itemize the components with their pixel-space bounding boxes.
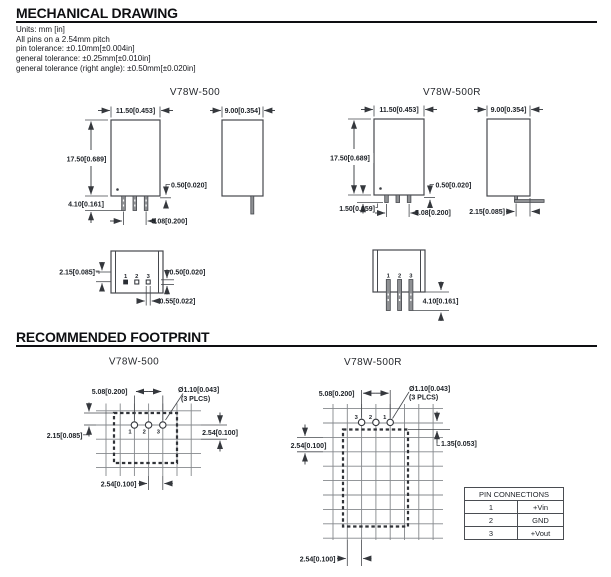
dim-pin-width: 0.55[0.022] xyxy=(159,298,196,306)
pin-cell: 3 xyxy=(465,527,518,540)
pin1-hole xyxy=(131,422,137,428)
note-line: pin tolerance: ±0.10mm[±0.004in] xyxy=(16,44,135,54)
v500r-bottom-view xyxy=(373,250,461,321)
pin-number: 2 xyxy=(397,273,402,280)
v500-bottom-view xyxy=(59,251,205,306)
pin-number: 3 xyxy=(146,273,150,280)
module-body xyxy=(487,119,530,196)
v500r-title: V78W-500R xyxy=(423,87,481,98)
pin-connections-table xyxy=(464,487,564,540)
dim-body-width: 11.50[0.453] xyxy=(379,107,419,114)
dim-pin-offset: 2.15[0.085] xyxy=(469,209,505,216)
dim-pin-offset: 2.15[0.085] xyxy=(59,269,95,277)
pin2-pad xyxy=(135,280,139,284)
pin-table-header: PIN CONNECTIONS xyxy=(465,488,564,501)
dim-pin-length: 1.50[0.059] xyxy=(339,206,375,213)
note-line: general tolerance: ±0.25mm[±0.010in] xyxy=(16,54,151,64)
footprint-v500 xyxy=(47,387,243,490)
fp-v500-title: V78W-500 xyxy=(108,356,160,368)
dim-pin-span: 5.08[0.200] xyxy=(318,390,355,398)
pin-number: 2 xyxy=(135,273,139,280)
hole-diameter-label: Ø1.10[0.043] xyxy=(409,385,451,393)
dim-pin-thickness: 0.50[0.020] xyxy=(169,269,206,277)
pin-number: 3 xyxy=(354,415,358,422)
pin-number: 1 xyxy=(128,429,132,436)
v500-front-view xyxy=(63,107,207,226)
pin1-hole xyxy=(387,419,393,425)
dim-col-pitch: 2.54[0.100] xyxy=(299,556,336,564)
dim-row-pitch: 2.54[0.100] xyxy=(290,442,327,450)
dim-body-depth: 9.00[0.354] xyxy=(224,108,261,115)
footprint-v500r xyxy=(286,386,477,566)
pin1-marker-dot xyxy=(116,188,119,191)
conn-cell: GND xyxy=(518,514,564,527)
dim-pin-span: 5.08[0.200] xyxy=(151,218,188,226)
pin-number: 2 xyxy=(142,429,146,436)
right-angle-pin xyxy=(515,200,545,203)
pin-number: 2 xyxy=(368,415,373,422)
dim-edge-offset: 1.35[0.053] xyxy=(441,441,477,448)
dim-pin-span: 5.08[0.200] xyxy=(415,210,451,217)
table-row xyxy=(465,501,564,514)
dim-body-depth: 9.00[0.354] xyxy=(490,107,527,114)
dim-body-height: 17.50[0.689] xyxy=(66,156,107,164)
v500r-front-view xyxy=(327,106,472,218)
fp-v500r-title: V78W-500R xyxy=(344,357,402,368)
pin1-pad xyxy=(123,280,128,285)
mechanical-drawing-heading: MECHANICAL DRAWING xyxy=(16,5,178,21)
pin3-hole xyxy=(160,422,166,428)
dim-pin-span: 5.08[0.200] xyxy=(91,389,128,396)
module-body xyxy=(111,120,160,196)
pin3-pad xyxy=(146,280,150,284)
pin2-hole xyxy=(373,419,379,425)
hole-diameter-label: Ø1.10[0.043] xyxy=(178,387,220,394)
dim-body-width: 11.50[0.453] xyxy=(115,108,156,115)
note-line: Units: mm [in] xyxy=(16,25,65,34)
table-row xyxy=(465,514,564,527)
pin1-marker-dot xyxy=(379,187,382,190)
dim-body-height: 17.50[0.689] xyxy=(330,155,370,163)
dim-pin-length: 4.10[0.161] xyxy=(422,298,459,306)
conn-cell: +Vin xyxy=(518,501,564,514)
note-line: All pins on a 2.54mm pitch xyxy=(16,34,110,44)
dim-edge-offset: 2.15[0.085] xyxy=(46,432,83,440)
table-row xyxy=(465,527,564,540)
hole-count-label: (3 PLCS) xyxy=(181,395,211,403)
pin-number: 1 xyxy=(383,415,387,422)
dim-pin-length: 4.10[0.161] xyxy=(68,201,104,209)
conn-cell: +Vout xyxy=(518,527,564,540)
v500r-side-view xyxy=(469,106,544,217)
pin-cell: 2 xyxy=(465,514,518,527)
pin3-hole xyxy=(358,419,364,425)
dim-row-pitch: 2.54[0.100] xyxy=(202,430,238,438)
pin-number: 3 xyxy=(156,429,161,436)
v500-side-view xyxy=(210,107,275,215)
hole-count-label: (3 PLCS) xyxy=(409,394,439,402)
module-body xyxy=(222,120,263,196)
module-body xyxy=(111,251,163,293)
pin-number: 1 xyxy=(386,273,390,280)
note-line: general tolerance (right angle): ±0.50mm[±0.020in] xyxy=(16,63,196,73)
pin-cell: 1 xyxy=(465,501,518,514)
v500-title: V78W-500 xyxy=(169,87,221,98)
dim-standoff: 0.50[0.020] xyxy=(435,182,472,190)
pin2-hole xyxy=(145,422,151,428)
module-body xyxy=(374,119,424,195)
pin-number: 3 xyxy=(409,273,413,280)
pin-number: 1 xyxy=(123,273,128,280)
module-outline xyxy=(114,413,177,463)
dim-standoff: 0.50[0.020] xyxy=(171,182,207,190)
dim-col-pitch: 2.54[0.100] xyxy=(100,481,137,489)
recommended-footprint-heading: RECOMMENDED FOOTPRINT xyxy=(16,329,210,345)
